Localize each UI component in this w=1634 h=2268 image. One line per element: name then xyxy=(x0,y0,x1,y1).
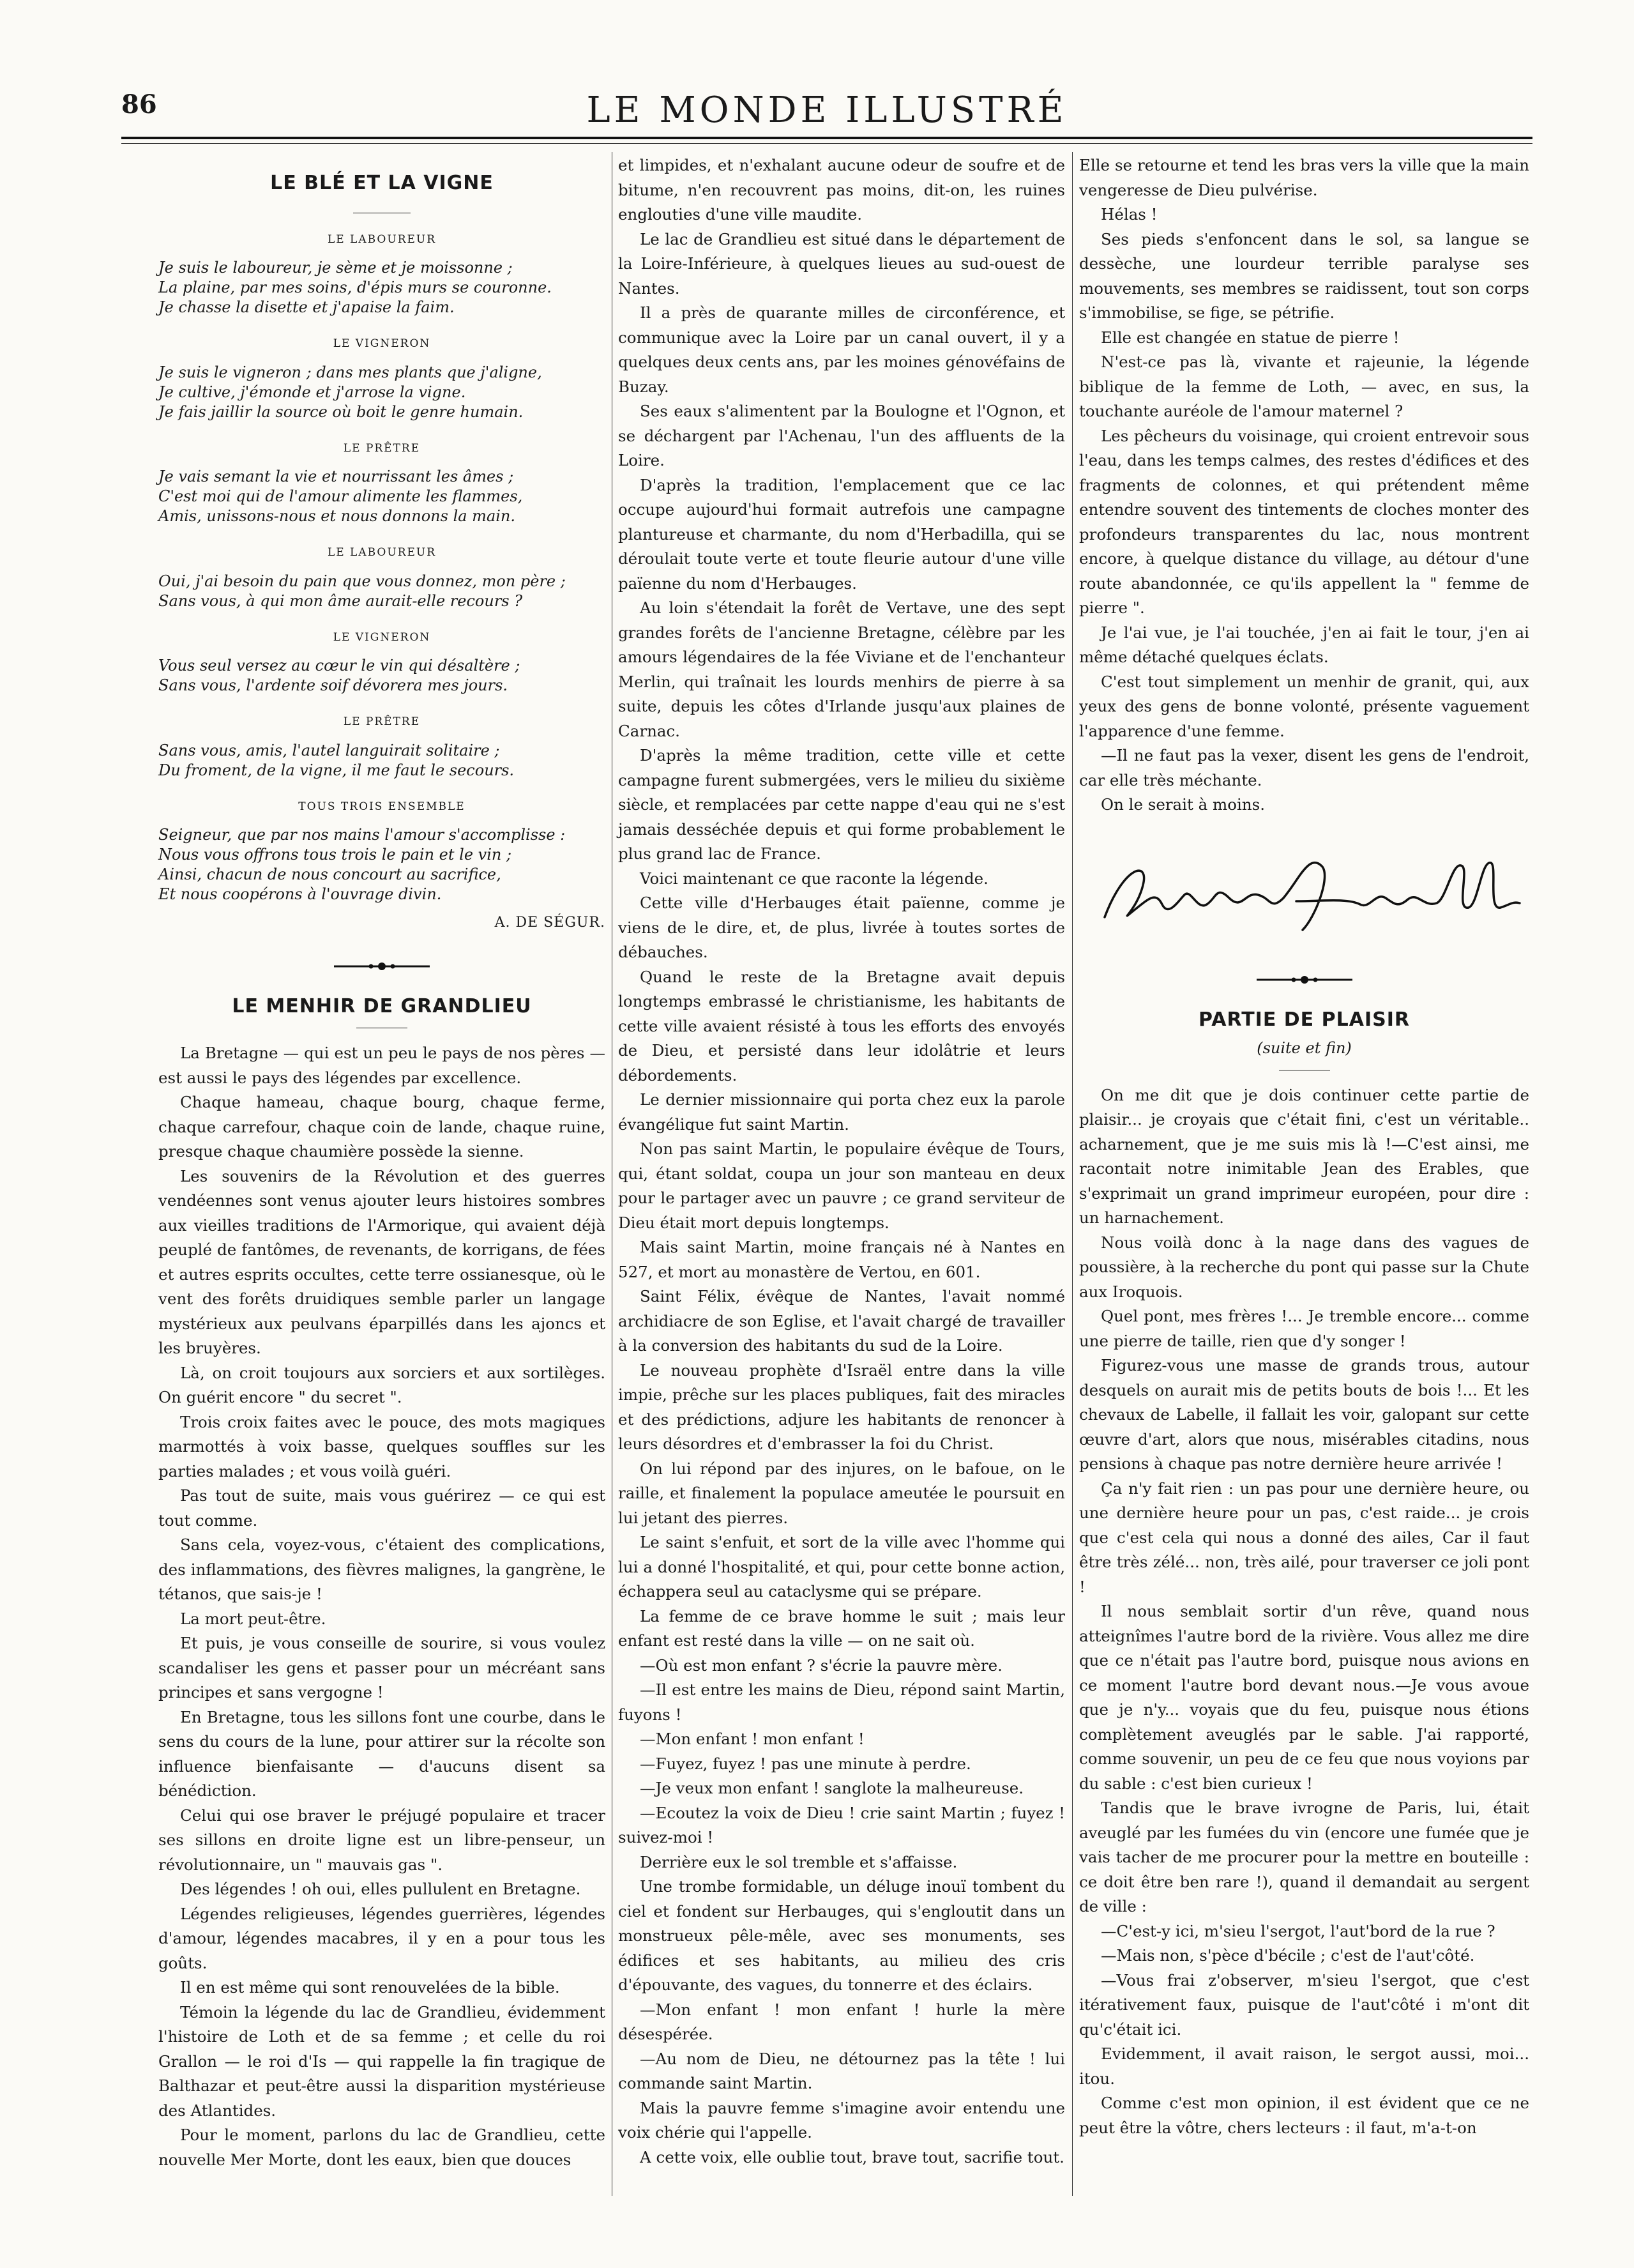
paragraph: Sans cela, voyez-vous, c'étaient des complications, des inflammations, des fièvres malignes, la gangrène, le tétanos, que sais-je ! xyxy=(158,1535,605,1603)
ornament-divider xyxy=(334,961,430,971)
paragraph: —Je veux mon enfant ! sanglote la malheureuse. xyxy=(640,1779,1024,1797)
paragraph: Témoin la légende du lac de Grandlieu, évidemment l'histoire de Loth et de sa femme ; et celle du roi Grallon — le roi d'Is — qui rappelle la fin tragique de Balthazar et peut-être aussi la disparition mystérieuse des Atlantides. xyxy=(158,2002,605,2120)
article-title: LE MENHIR DE GRANDLIEU xyxy=(232,994,532,1017)
paragraph: Ça n'y fait rien : un pas pour une dernière heure, ou une dernière heure pour un pas, c'est raide... je crois que c'est cela qui nous a donné des ailes, Car il faut être très zélé... non, très ailé, pour traverser ce joli pont ! xyxy=(1079,1479,1529,1596)
paragraph: —Où est mon enfant ? s'écrie la pauvre mère. xyxy=(640,1655,1002,1675)
paragraph: —C'est-y ici, m'sieu l'sergot, l'aut'bord de la rue ? xyxy=(1101,1921,1495,1940)
stanza xyxy=(158,741,605,780)
paragraph: Le saint s'enfuit, et sort de la ville avec l'homme qui lui a donné l'hospitalité, et qui, pour cette bonne action, échappera seul au cataclysme qui se prépare. xyxy=(618,1533,1065,1601)
paragraph: Ses pieds s'enfoncent dans le sol, sa langue se dessèche, une lourdeur terrible paralyse ses mouvements, ses membres se raidissent, tout son corps s'immobilise, se fige, se pétrifie. xyxy=(1079,229,1529,322)
paragraph: Je l'ai vue, je l'ai touchée, j'en ai fait le tour, j'en ai même détaché quelques éclats. xyxy=(1079,623,1529,666)
paragraph: D'après la tradition, l'emplacement que ce lac occupe aujourd'hui formait autrefois une campagne plantureuse et charmante, du nom d'Herbadilla, qui se déroulait toute verte et toute fleurie autour d'une ville païenne du nom d'Herbauges. xyxy=(618,475,1065,593)
paragraph: Quand le reste de la Bretagne avait depuis longtemps embrassé le christianisme, les habitants de cette ville avaient résisté à tous les efforts des envoyés de Dieu, et persisté dans leur idolâtrie et leurs débordements. xyxy=(618,967,1065,1085)
paragraph: Nous voilà donc à la nage dans des vagues de poussière, à la recherche du pont qui passe sur la Chute aux Iroquois. xyxy=(1079,1233,1529,1301)
partie-subtitle: (suite et fin) xyxy=(1257,1039,1352,1057)
verse-line: Amis, unissons-nous et nous donnons la main. xyxy=(158,507,516,525)
stanza xyxy=(158,572,605,611)
paragraph: —Fuyez, fuyez ! pas une minute à perdre. xyxy=(640,1754,971,1773)
paragraph: Il a près de quarante milles de circonférence, et communique avec la Loire par un canal ouvert, il y a quelques deux cents ans, par les moines génovéfains de Buzay. xyxy=(618,303,1065,396)
column-3 xyxy=(1079,153,1529,2140)
paragraph: Derrière eux le sol tremble et s'affaisse. xyxy=(640,1852,958,1871)
paragraph: —Il ne faut pas la vexer, disent les gens de l'endroit, car elle très méchante. xyxy=(1079,746,1529,789)
paragraph: N'est-ce pas là, vivante et rajeunie, la légende biblique de la femme de Loth, — avec, en sus, la touchante auréole de l'amour maternel ? xyxy=(1079,353,1529,420)
masthead xyxy=(121,89,1532,134)
verse-line: C'est moi qui de l'amour alimente les flammes, xyxy=(158,487,523,505)
verse-line: Sans vous, l'ardente soif dévorera mes jours. xyxy=(158,676,508,694)
poem-title: LE BLÉ ET LA VIGNE xyxy=(270,172,494,194)
paragraph: Des légendes ! oh oui, elles pullulent en Bretagne. xyxy=(180,1880,581,1898)
paragraph: Pas tout de suite, mais vous guérirez — ce qui est tout comme. xyxy=(158,1486,605,1530)
paragraph: Là, on croit toujours aux sorciers et aux sortilèges. On guérit encore " du secret ". xyxy=(158,1363,605,1406)
paragraph: Hélas ! xyxy=(1101,205,1158,224)
verse-line: La plaine, par mes soins, d'épis murs se couronne. xyxy=(158,278,552,296)
paragraph: et limpides, et n'exhalant aucune odeur de soufre et de bitume, n'en recouvrent pas moins, dit-on, les ruines englouties d'une ville maudite. xyxy=(618,156,1065,224)
verse-line: Vous seul versez au cœur le vin qui désaltère ; xyxy=(158,657,520,674)
paragraph: Ses eaux s'alimentent par la Boulogne et l'Ognon, et se déchargent par l'Achenau, l'un des affluents de la Loire. xyxy=(618,402,1065,469)
speaker-label: TOUS TROIS ENSEMBLE xyxy=(298,800,465,813)
author-signature xyxy=(1079,841,1529,949)
paragraph: —Ecoutez la voix de Dieu ! crie saint Martin ; fuyez ! suivez-moi ! xyxy=(618,1803,1065,1846)
paragraph: Voici maintenant ce que raconte la légende. xyxy=(640,869,988,888)
paragraph: Pour le moment, parlons du lac de Grandlieu, cette nouvelle Mer Morte, dont les eaux, bien que douces xyxy=(158,2126,605,2169)
paragraph: En Bretagne, tous les sillons font une courbe, dans le sens du cours de la lune, pour attirer sur la récolte son influence bienfaisante — d'aucuns disent sa bénédiction. xyxy=(158,1707,605,1800)
paragraph: Cette ville d'Herbauges était païenne, comme je viens de le dire, et, de plus, livrée à toutes sortes de débauches. xyxy=(618,894,1065,961)
paragraph: —Au nom de Dieu, ne détournez pas la tête ! lui commande saint Martin. xyxy=(618,2049,1065,2092)
verse-line: Seigneur, que par nos mains l'amour s'accomplisse : xyxy=(158,826,566,844)
paragraph: Le dernier missionnaire qui porta chez eux la parole évangélique fut saint Martin. xyxy=(618,1090,1065,1134)
stanza xyxy=(158,363,605,422)
stanza xyxy=(158,258,605,317)
speaker-label: LE LABOUREUR xyxy=(327,232,437,246)
verse-line: Sans vous, amis, l'autel languirait solitaire ; xyxy=(158,741,500,759)
paragraph: La Bretagne — qui est un peu le pays de nos pères — est aussi le pays des légendes par excellence. xyxy=(158,1044,605,1087)
paragraph: Elle est changée en statue de pierre ! xyxy=(1101,328,1400,347)
paragraph: Et puis, je vous conseille de sourire, si vous voulez scandaliser les gens et passer pour un mécréant sans principes et sans vergogne ! xyxy=(158,1634,605,1701)
paragraph: Chaque hameau, chaque bourg, chaque ferme, chaque carrefour, chaque coin de lande, chaque ruine, presque chaque chaumière possède la sienne. xyxy=(158,1093,605,1161)
partie-title: PARTIE DE PLAISIR xyxy=(1199,1008,1410,1031)
paragraph: Les pêcheurs du voisinage, qui croient entrevoir sous l'eau, dans les temps calmes, des restes d'édifices et des fragments de colonnes, et qui prétendent même entendre souvent des tintements de cloches monter des profondeurs transparentes du lac, nous montrent encore, à quelque distance du village, au détour d'une route abandonnée, ce qu'ils appellent la " femme de pierre ". xyxy=(1079,426,1529,617)
paragraph: Elle se retourne et tend les bras vers la ville que la main vengeresse de Dieu pulvérise. xyxy=(1079,156,1529,199)
paragraph: Il nous semblait sortir d'un rêve, quand nous atteignîmes l'autre bord de la rivière. Vous allez me dire que ce n'était pas l'autre bord, puisque nous avions en ce moment l'autre bord devant nous.—Je vous avoue que je n'y... voyais que du feu, puisque nous étions complètement aveuglés par le sable. J'ai rapporté, comme souvenir, un peu de ce feu que nous voyions par du sable : c'est bien curieux ! xyxy=(1079,1602,1529,1793)
speaker-label: LE PRÊTRE xyxy=(343,715,421,728)
paragraph: Mais la pauvre femme s'imagine avoir entendu une voix chérie qui l'appelle. xyxy=(618,2098,1065,2142)
column-divider xyxy=(1072,152,1073,2196)
header-rule-thin xyxy=(121,143,1532,144)
paragraph: Figurez-vous une masse de grands trous, autour desquels on aurait mis de petits bouts de bois !... Et les chevaux de Labelle, il fallait les voir, galopant sur cette œuvre d'art, alors que nous, misérables citadins, nous pensions à chaque pas notre dernière heure arrivée ! xyxy=(1079,1356,1529,1473)
stanza xyxy=(158,825,605,904)
stanza xyxy=(158,467,605,526)
article-text-part-1 xyxy=(158,1041,605,2172)
speaker-label: LE VIGNERON xyxy=(333,630,431,644)
journal-title: LE MONDE ILLUSTRÉ xyxy=(586,89,1068,131)
paragraph: Mais saint Martin, moine français né à Nantes en 527, et mort au monastère de Vertou, en 601. xyxy=(618,1238,1065,1281)
paragraph: Saint Félix, évêque de Nantes, l'avait nommé archidiacre de son Eglise, et l'avait chargé de travailler à la conversion des habitants du sud de la Loire. xyxy=(618,1287,1065,1355)
paragraph: Au loin s'étendait la forêt de Vertave, une des sept grandes forêts de l'ancienne Bretagne, célèbre par les amours légendaires de la fée Viviane et de l'enchanteur Merlin, qui traînait les lourds menhirs de pierre à sa suite, depuis les côtes d'Irlande jusqu'aux plaines de Carnac. xyxy=(618,598,1065,740)
speaker-label: LE LABOUREUR xyxy=(327,546,437,559)
paragraph: Comme c'est mon opinion, il est évident que ce ne peut être la vôtre, chers lecteurs : il faut, m'a-t-on xyxy=(1079,2094,1529,2137)
paragraph: On le serait à moins. xyxy=(1101,795,1265,814)
paragraph: Une trombe formidable, un déluge inouï tombent du ciel et fondent sur Herbauges, qui s'engloutit dans un monstrueux pêle-mêle, avec ses monuments, ses édifices et ses habitants, au milieu des cris d'épouvante, des vagues, du tonnerre et des éclairs. xyxy=(618,1877,1065,1994)
paragraph: Le nouveau prophète d'Israël entre dans la ville impie, prêche sur les places publiques, fait des miracles et des prédictions, adjure les habitants de renoncer à leurs désordres et d'embrasser la foi du Christ. xyxy=(618,1360,1065,1453)
verse-line: Nous vous offrons tous trois le pain et le vin ; xyxy=(158,846,512,864)
verse-line: Ainsi, chacun de nous concourt au sacrifice, xyxy=(158,865,501,883)
verse-line: Je cultive, j'émonde et j'arrose la vigne. xyxy=(158,383,466,401)
paragraph: Trois croix faites avec le pouce, des mots magiques marmottés à voix basse, quelques souffles sur les parties malades ; et vous voilà guéri. xyxy=(158,1412,605,1480)
paragraph: C'est tout simplement un menhir de granit, qui, aux yeux des gens de bonne volonté, présente vaguement l'apparence d'une femme. xyxy=(1079,672,1529,740)
ornament-divider xyxy=(1257,975,1352,985)
article-text-part-2 xyxy=(618,153,1065,2170)
verse-line: Du froment, de la vigne, il me faut le secours. xyxy=(158,761,515,779)
paragraph: Tandis que le brave ivrogne de Paris, lui, était aveuglé par les fumées du vin (encore une fumée que je vais tacher de me procurer pour la mettre en bouteille : ce doit être ben rare !), quand il demandait au sergent de ville : xyxy=(1079,1799,1529,1915)
paragraph: —Mon enfant ! mon enfant ! xyxy=(640,1730,865,1748)
paragraph: Quel pont, mes frères !... Je tremble encore... comme une pierre de taille, rien que d'y songer ! xyxy=(1079,1307,1529,1350)
column-2 xyxy=(618,153,1065,2170)
paragraph: Evidemment, il avait raison, le sergot aussi, moi... itou. xyxy=(1079,2044,1529,2088)
stanza xyxy=(158,656,605,696)
verse-line: Je fais jaillir la source où boit le genre humain. xyxy=(158,402,524,421)
partie-text xyxy=(1079,1083,1529,2141)
paragraph: On lui répond par des injures, on le bafoue, on le raille, et finalement la populace ameutée le poursuit en lui jetant des pierres. xyxy=(618,1459,1065,1527)
header-rule-thick xyxy=(121,137,1532,139)
paragraph: D'après la même tradition, cette ville et cette campagne furent submergées, vers le milieu du sixième siècle, et remplacées par cette nappe d'eau qui ne s'est jamais desséchée depuis et qui forme probablement le plus grand lac de France. xyxy=(618,746,1065,863)
paragraph: A cette voix, elle oublie tout, brave tout, sacrifie tout. xyxy=(640,2147,1064,2166)
paragraph: Le lac de Grandlieu est situé dans le département de la Loire-Inférieure, à quelques lieues au sud-ouest de Nantes. xyxy=(618,229,1065,298)
poem-author: A. DE SÉGUR. xyxy=(494,915,605,931)
paragraph: Il en est même qui sont renouvelées de la bible. xyxy=(180,1978,560,1997)
verse-line: Je suis le laboureur, je sème et je moissonne ; xyxy=(158,259,513,277)
verse-line: Oui, j'ai besoin du pain que vous donnez, mon père ; xyxy=(158,572,566,590)
article-text-part-3 xyxy=(1079,153,1529,818)
paragraph: —Il est entre les mains de Dieu, répond saint Martin, fuyons ! xyxy=(618,1680,1065,1724)
verse-line: Je vais semant la vie et nourrissant les âmes ; xyxy=(158,468,514,485)
paragraph: Non pas saint Martin, le populaire évêque de Tours, qui, étant soldat, coupa un jour son manteau en deux pour le partager avec un pauvre ; ce grand serviteur de Dieu était mort depuis longtemps. xyxy=(618,1139,1065,1232)
verse-line: Sans vous, à qui mon âme aurait-elle recours ? xyxy=(158,591,523,610)
paragraph: Les souvenirs de la Révolution et des guerres vendéennes sont venus ajouter leurs histoires sombres aux vieilles traditions de l'Armorique, qui avaient déjà peuplé de fantômes, de revenants, de korrigans, de fées et autres esprits occultes, cette terre ossianesque, où le vent des forêts druidiques semble parler un langage mystérieux aux peulvans éparpillés dans les ajoncs et les bruyères. xyxy=(158,1166,605,1357)
paragraph: La mort peut-être. xyxy=(180,1609,326,1628)
page-number: 86 xyxy=(121,89,157,119)
verse-line: Je chasse la disette et j'apaise la faim. xyxy=(158,298,455,316)
paragraph: —Mais non, s'pèce d'bécile ; c'est de l'aut'côté. xyxy=(1101,1946,1475,1965)
speaker-label: LE VIGNERON xyxy=(333,337,431,350)
paragraph: Celui qui ose braver le préjugé populaire et tracer ses sillons en droite ligne est un libre-penseur, un révolutionnaire, un " mauvais gas ". xyxy=(158,1806,605,1874)
speaker-label: LE PRÊTRE xyxy=(343,441,421,455)
paragraph: La femme de ce brave homme le suit ; mais leur enfant est resté dans la ville — on ne sait où. xyxy=(618,1606,1065,1650)
column-1 xyxy=(158,153,605,2172)
paragraph: Légendes religieuses, légendes guerrières, légendes d'amour, légendes macabres, il y en a pour tous les goûts. xyxy=(158,1904,605,1972)
paragraph: —Mon enfant ! mon enfant ! hurle la mère désespérée. xyxy=(618,2000,1065,2043)
paragraph: On me dit que je dois continuer cette partie de plaisir... je croyais que c'était fini, c'est un véritable.. acharnement, que je me suis mis là !—C'est ainsi, me racontait notre inimitable Jean des Erables, que s'exprimait un grand imprimeur européen, pour dire : un harnachement. xyxy=(1079,1085,1529,1227)
poem-body xyxy=(158,227,605,905)
verse-line: Je suis le vigneron ; dans mes plants que j'aligne, xyxy=(158,363,542,381)
paragraph: —Vous frai z'observer, m'sieu l'sergot, que c'est itérativement faux, puisque de l'aut'côté i m'ont dit qu'c'était ici. xyxy=(1079,1970,1529,2039)
verse-line: Et nous coopérons à l'ouvrage divin. xyxy=(158,885,442,903)
